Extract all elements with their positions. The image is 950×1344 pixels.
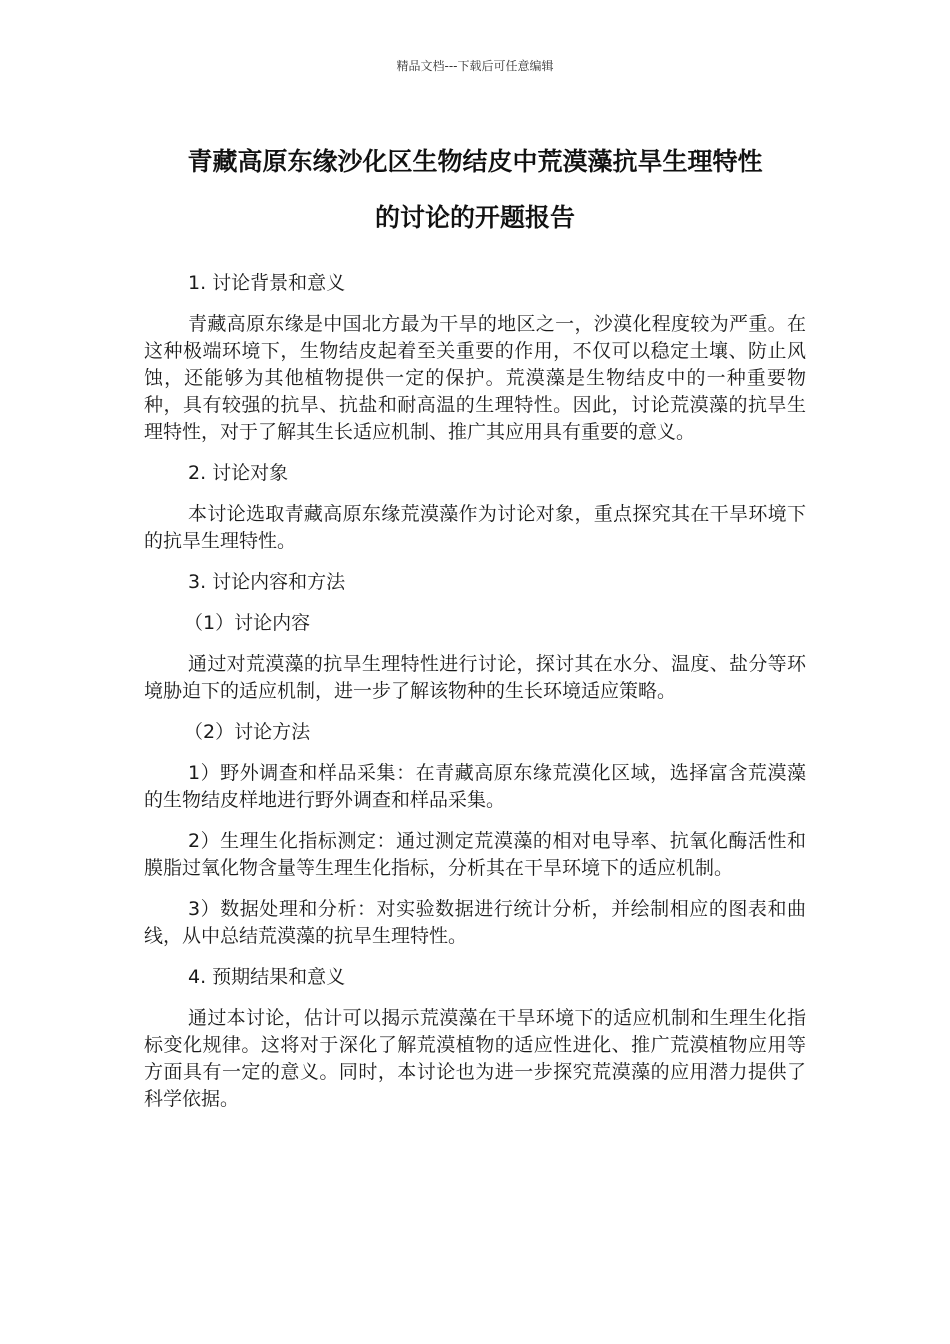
paragraph-method-3: 3）数据处理和分析：对实验数据进行统计分析，并绘制相应的图表和曲线，从中总结荒漠藻的抗旱生理特性。 — [144, 898, 806, 947]
title-line-1: 青藏高原东缘沙化区生物结皮中荒漠藻抗旱生理特性 — [187, 147, 763, 176]
paragraph-expected-results: 通过本讨论，估计可以揭示荒漠藻在干旱环境下的适应机制和生理生化指标变化规律。这将对于深化了解荒漠植物的适应性进化、推广荒漠植物应用等方面具有一定的意义。同时，本讨论也为进一步探究荒漠藻的应用潜力提供了科学依据。 — [144, 1007, 806, 1110]
paragraph-content: 通过对荒漠藻的抗旱生理特性进行讨论，探讨其在水分、温度、盐分等环境胁迫下的适应机制，进一步了解该物种的生长环境适应策略。 — [144, 653, 806, 702]
title-line-2: 的讨论的开题报告 — [374, 203, 575, 232]
paragraph-subject: 本讨论选取青藏高原东缘荒漠藻作为讨论对象，重点探究其在干旱环境下的抗旱生理特性。 — [144, 503, 806, 552]
page-header-note: 精品文档---下载后可任意编辑 — [396, 59, 554, 73]
subsection-heading-content: （1）讨论内容 — [184, 612, 311, 634]
section-heading-subject: 2. 讨论对象 — [188, 462, 289, 484]
paragraph-method-2: 2）生理生化指标测定：通过测定荒漠藻的相对电导率、抗氧化酶活性和膜脂过氧化物含量等生理生化指标，分析其在干旱环境下的适应机制。 — [144, 830, 806, 879]
paragraph-method-1: 1）野外调查和样品采集：在青藏高原东缘荒漠化区域，选择富含荒漠藻的生物结皮样地进行野外调查和样品采集。 — [144, 762, 806, 811]
section-heading-expected-results: 4. 预期结果和意义 — [188, 966, 346, 988]
subsection-heading-methods: （2）讨论方法 — [184, 721, 311, 743]
document-body — [144, 270, 806, 1113]
document-title — [140, 134, 810, 246]
section-heading-background: 1. 讨论背景和意义 — [188, 272, 346, 294]
section-heading-content-methods: 3. 讨论内容和方法 — [188, 571, 346, 593]
paragraph-background: 青藏高原东缘是中国北方最为干旱的地区之一，沙漠化程度较为严重。在这种极端环境下，生物结皮起着至关重要的作用，不仅可以稳定土壤、防止风蚀，还能够为其他植物提供一定的保护。荒漠藻是生物结皮中的一种重要物种，具有较强的抗旱、抗盐和耐高温的生理特性。因此，讨论荒漠藻的抗旱生理特性，对于了解其生长适应机制、推广其应用具有重要的意义。 — [144, 313, 806, 443]
